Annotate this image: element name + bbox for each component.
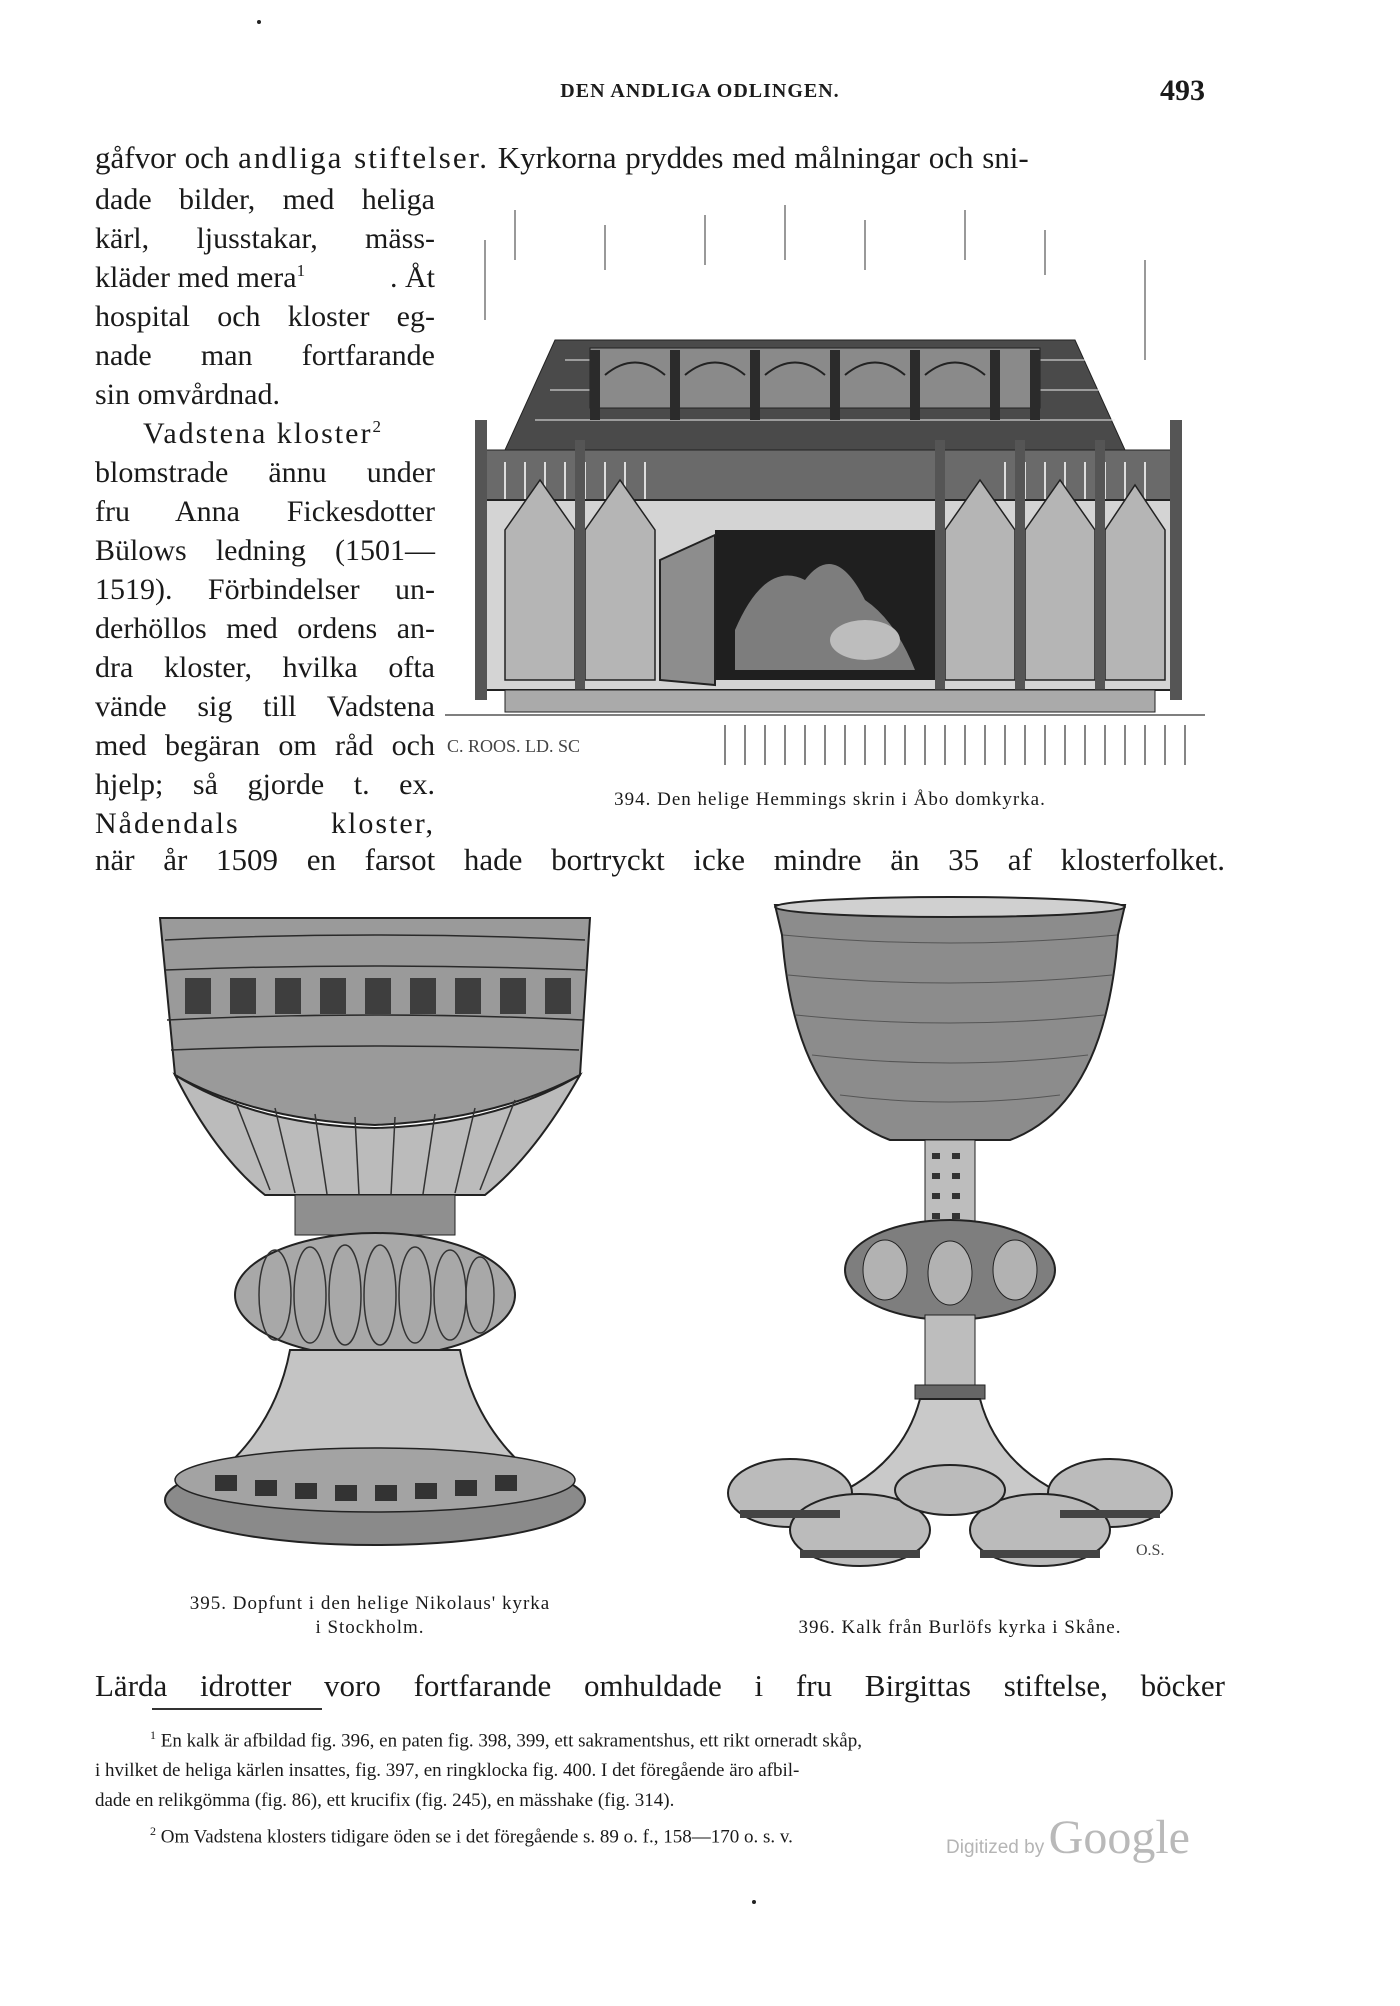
col-line: dra kloster, hvilka ofta: [95, 651, 435, 684]
footnote-ref-1: 1: [296, 261, 306, 280]
col-line: kärl, ljusstakar, mäss-: [95, 222, 435, 255]
col-line: fru Anna Fickesdotter: [95, 495, 435, 528]
footnote-2-text-1: Om Vadstena klosters tidigare öden se i det föregående s. 89 o. f., 158—170 o. s. v.: [160, 1826, 793, 1848]
figure-396-chalice-engraving: [720, 895, 1180, 1585]
col-line: vände sig till Vadstena: [95, 690, 435, 723]
footnote-ref-2: 2: [372, 417, 383, 436]
col-line: Vadstena kloster: [143, 417, 373, 450]
body-line-1: [95, 140, 1225, 176]
running-head: DEN ANDLIGA ODLINGEN.: [560, 80, 840, 102]
caption-395: [110, 1592, 630, 1640]
col-line: hjelp; så gjorde t. ex.: [95, 768, 435, 801]
body-line-1-a: gåfvor och: [95, 140, 230, 175]
footnote-1-text-1: En kalk är afbildad fig. 396, en paten fig. 398, 399, ett sakramentshus, ett rikt orneradt skåp,: [160, 1730, 862, 1752]
col-line: blomstrade ännu under: [95, 456, 435, 489]
footnote-1-mark: 1: [150, 1728, 156, 1742]
col-line: hospital och kloster eg-: [95, 300, 435, 333]
fig396-signature: O.S.: [1136, 1542, 1165, 1559]
fig394-signature: C. ROOS. LD. SC: [447, 736, 581, 756]
body-line-1-c: Kyrkorna pryddes med målningar och sni-: [497, 140, 1029, 175]
body-line-final: när år 1509 en farsot hade bortryckt icke mindre än 35 af klosterfolket.: [95, 842, 1225, 877]
col-line: med begäran om råd och: [95, 729, 435, 762]
figure-394-shrine-engraving: [445, 200, 1205, 770]
col-line: kläder med mera: [95, 261, 297, 294]
footnote-1-line-3: dade en relikgömma (fig. 86), ett krucifix (fig. 245), en mässhake (fig. 314).: [95, 1790, 675, 1812]
watermark-small: Digitized by: [946, 1837, 1045, 1858]
speck: [257, 20, 261, 24]
caption-395-line-1: 395. Dopfunt i den helige Nikolaus' kyrka: [189, 1593, 551, 1614]
footnote-rule: [152, 1708, 322, 1710]
col-line: sin omvårdnad.: [95, 378, 280, 411]
caption-394: 394. Den helige Hemmings skrin i Åbo domkyrka.: [614, 789, 1046, 810]
left-column-text: [95, 180, 435, 843]
col-line-with-note: [95, 414, 435, 453]
footnote-1-line-1: [95, 1720, 1225, 1756]
page-number: 493: [1160, 74, 1205, 107]
body-line-1-b: andliga stiftelser.: [238, 140, 489, 175]
footnote-1-line-2: i hvilket de heliga kärlen insattes, fig. 397, en ringklocka fig. 400. I det föregående äro afbil-: [95, 1760, 800, 1782]
caption-396: 396. Kalk från Burlöfs kyrka i Skåne.: [798, 1617, 1122, 1638]
google-logo: Google: [1048, 1811, 1190, 1864]
caption-395-line-2: i Stockholm.: [315, 1617, 425, 1638]
figure-395-font-engraving: [95, 910, 595, 1560]
digitized-watermark: [946, 1810, 1190, 1865]
footnote-2-mark: 2: [150, 1824, 156, 1839]
body-line-lower: Lärda idrotter voro fortfarande omhuldade i fru Birgittas stiftelse, böcker: [95, 1668, 1225, 1703]
col-line: nade man fortfarande: [95, 339, 435, 372]
col-line-tail: . Åt: [390, 261, 435, 294]
col-line: derhöllos med ordens an-: [95, 612, 435, 645]
col-line: 1519). Förbindelser un-: [95, 573, 435, 606]
speck: [752, 1900, 756, 1904]
col-line: Nådendals kloster,: [95, 807, 435, 840]
col-line: Bülows ledning (1501—: [95, 534, 435, 567]
col-line: dade bilder, med heliga: [95, 183, 435, 216]
col-line-with-note: [95, 258, 435, 297]
